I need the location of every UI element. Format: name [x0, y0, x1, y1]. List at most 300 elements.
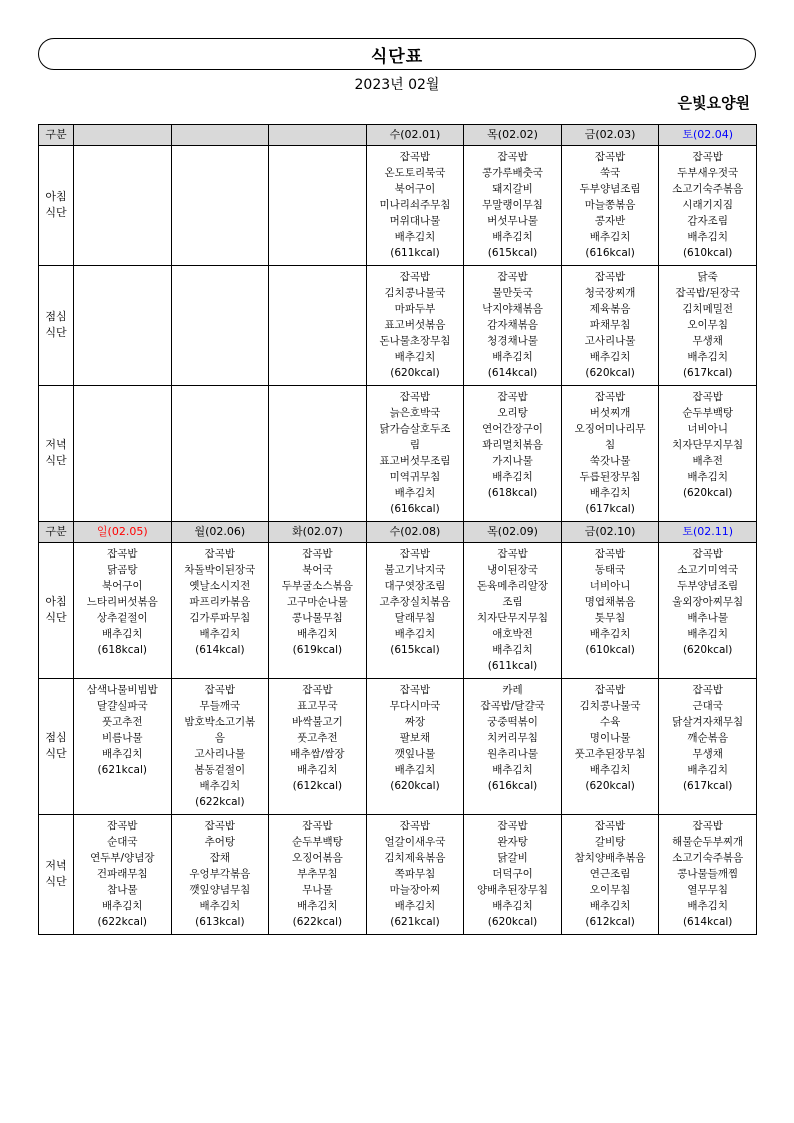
- menu-item: 콩가루배춧국: [482, 167, 543, 179]
- menu-item: 쑥갓나물: [589, 455, 631, 467]
- menu-item: (611kcal): [390, 247, 440, 259]
- menu-item: 잡곡밥: [692, 391, 723, 403]
- menu-item: 무생채: [692, 748, 723, 760]
- menu-item: 배추김치: [589, 351, 631, 363]
- menu-item: 잡곡밥: [399, 151, 431, 163]
- menu-item: 가지나물: [492, 455, 533, 467]
- page-title: 식단표: [370, 46, 424, 67]
- menu-item: 냉이된장국: [487, 564, 538, 576]
- menu-item: 추어탕: [204, 836, 236, 848]
- menu-item: 달걀실파국: [96, 700, 148, 712]
- menu-item: 잡곡밥: [497, 271, 528, 283]
- menu-item: (616kcal): [487, 780, 538, 792]
- menu-cell: [561, 543, 659, 679]
- menu-item: 배추김치: [589, 487, 631, 499]
- menu-item: 잡곡밥: [497, 548, 528, 560]
- menu-item: 청경채나물: [487, 335, 538, 347]
- menu-item: 수육: [599, 716, 621, 728]
- menu-item: 김가루파무침: [189, 612, 251, 624]
- menu-item: 잡곡밥: [107, 820, 138, 832]
- menu-item: 무나물: [302, 884, 333, 896]
- title-box: [38, 38, 756, 70]
- menu-item: 오이무침: [687, 319, 728, 331]
- menu-item: (610kcal): [585, 644, 635, 656]
- menu-cell: [171, 386, 269, 522]
- menu-item: 배추김치: [199, 900, 241, 912]
- meal-row: [39, 386, 757, 522]
- menu-item: (614kcal): [487, 367, 538, 379]
- menu-item: 잡곡밥: [497, 820, 528, 832]
- menu-item: 잡곡밥: [497, 391, 528, 403]
- menu-item: 차돌박이된장국: [184, 564, 256, 576]
- menu-item: 무다시마국: [389, 700, 441, 712]
- menu-item: 잡곡밥: [692, 820, 723, 832]
- menu-cell: [561, 146, 659, 266]
- menu-item: (617kcal): [682, 367, 733, 379]
- meal-label: 저녁 식단: [39, 815, 74, 935]
- menu-item: (619kcal): [292, 644, 343, 656]
- menu-item: 잡곡밥: [594, 820, 626, 832]
- menu-item: 동태국: [594, 564, 626, 576]
- menu-item: 잡곡밥: [302, 548, 333, 560]
- menu-item: 배추김치: [297, 900, 338, 912]
- menu-cell: [171, 146, 269, 266]
- menu-item: 잡곡밥: [692, 548, 723, 560]
- menu-cell: [366, 815, 464, 935]
- organization-name: 은빛요양원: [677, 94, 750, 112]
- menu-item: 배추김치: [394, 487, 436, 499]
- menu-item: (613kcal): [195, 916, 245, 928]
- menu-item: 배추김치: [492, 900, 533, 912]
- menu-cell: [561, 679, 659, 815]
- menu-item: 배추김치: [492, 644, 533, 656]
- meal-label: 점심 식단: [39, 679, 74, 815]
- menu-item: 조림: [502, 596, 523, 608]
- menu-cell: [659, 543, 757, 679]
- menu-item: 두부굴소스볶음: [281, 580, 353, 592]
- menu-item: 김치콩나물국: [384, 287, 446, 299]
- menu-item: 배추김치: [101, 628, 143, 640]
- menu-item: 버섯찌개: [589, 407, 631, 419]
- meal-row: [39, 679, 757, 815]
- menu-item: 배추김치: [199, 628, 241, 640]
- menu-item: 잡곡밥: [594, 391, 626, 403]
- menu-item: 잡곡밥: [594, 548, 626, 560]
- menu-item: 닭죽: [697, 271, 718, 283]
- menu-item: (616kcal): [585, 247, 635, 259]
- menu-cell: [74, 815, 172, 935]
- menu-item: 미역귀무침: [389, 471, 441, 483]
- menu-item: 배추김치: [101, 900, 143, 912]
- menu-item: 배추김치: [492, 231, 533, 243]
- menu-item: (620kcal): [682, 487, 733, 499]
- menu-cell: [659, 679, 757, 815]
- menu-item: 갈비탕: [594, 836, 626, 848]
- menu-item: 궁중떡볶이: [487, 716, 538, 728]
- day-header: 화(02.07): [269, 522, 367, 543]
- day-header: 금(02.10): [561, 522, 659, 543]
- menu-item: 마늘쫑볶음: [584, 199, 636, 211]
- menu-item: 배추김치: [297, 764, 338, 776]
- menu-item: 고구마순나물: [286, 596, 348, 608]
- menu-item: 배추김치: [394, 351, 436, 363]
- menu-item: (620kcal): [390, 780, 440, 792]
- menu-item: 북어국: [302, 564, 333, 576]
- menu-item: 잡곡밥: [399, 684, 431, 696]
- menu-item: 배추김치: [394, 628, 436, 640]
- menu-item: 치커리무침: [487, 732, 538, 744]
- menu-item: 잡곡밥: [204, 548, 236, 560]
- menu-cell: [561, 266, 659, 386]
- menu-cell: [171, 266, 269, 386]
- menu-item: 북어구이: [394, 183, 436, 195]
- menu-item: (620kcal): [585, 367, 635, 379]
- menu-cell: [74, 266, 172, 386]
- menu-item: 파채무침: [589, 319, 631, 331]
- menu-item: 풋고추전: [101, 716, 143, 728]
- menu-item: 비름나물: [101, 732, 143, 744]
- menu-item: 마늘장아찌: [389, 884, 441, 896]
- menu-item: 배추김치: [589, 628, 631, 640]
- menu-item: 닭가슴살호두조: [379, 423, 451, 435]
- menu-item: 명이나물: [589, 732, 631, 744]
- menu-item: 봄동겉절이: [194, 764, 246, 776]
- menu-item: 배추김치: [492, 471, 533, 483]
- meal-row: [39, 266, 757, 386]
- menu-item: (618kcal): [487, 487, 538, 499]
- menu-item: 오징어볶음: [292, 852, 343, 864]
- menu-item: 잡곡밥: [594, 684, 626, 696]
- menu-item: 순두부백탕: [682, 407, 734, 419]
- menu-item: 제육볶음: [589, 303, 631, 315]
- menu-cell: [171, 815, 269, 935]
- menu-item: 깻잎나물: [394, 748, 436, 760]
- month-subtitle: 2023년 02월: [354, 77, 440, 93]
- menu-item: 깨순볶음: [687, 732, 728, 744]
- menu-item: 배추김치: [687, 471, 728, 483]
- menu-cell: [464, 543, 562, 679]
- menu-item: 배추전: [692, 455, 723, 467]
- menu-item: 닭곰탕: [107, 564, 138, 576]
- menu-item: 근대국: [692, 700, 723, 712]
- menu-item: 김치콩나물국: [579, 700, 641, 712]
- menu-item: 잡곡밥/달걀국: [480, 700, 545, 712]
- menu-cell: [366, 679, 464, 815]
- menu-cell: [269, 679, 367, 815]
- meal-label: 아침 식단: [39, 543, 74, 679]
- menu-item: 두릅된장무침: [579, 471, 641, 483]
- menu-item: 콩나물무침: [292, 612, 343, 624]
- menu-cell: [659, 146, 757, 266]
- menu-item: 잡곡밥: [692, 684, 723, 696]
- menu-item: 오이무침: [589, 884, 631, 896]
- menu-item: 오징어미나리무: [574, 423, 646, 435]
- day-header: 수(02.01): [366, 125, 464, 146]
- menu-item: 소고기숙주볶음: [672, 852, 744, 864]
- menu-item: 음: [214, 732, 225, 744]
- meal-label: 점심 식단: [39, 266, 74, 386]
- menu-item: 오리탕: [497, 407, 528, 419]
- menu-item: 돼지갈비: [492, 183, 533, 195]
- menu-item: 부추무침: [297, 868, 338, 880]
- menu-item: 카레: [502, 684, 523, 696]
- menu-item: 연두부/양념장: [90, 852, 155, 864]
- menu-item: 배추김치: [199, 780, 241, 792]
- menu-item: 잡곡밥: [302, 820, 333, 832]
- menu-item: 무들깨국: [199, 700, 241, 712]
- meal-row: [39, 146, 757, 266]
- menu-item: 풋고추전: [297, 732, 338, 744]
- menu-cell: [561, 815, 659, 935]
- menu-item: 두부양념조림: [677, 580, 739, 592]
- menu-item: 잡곡밥: [399, 391, 431, 403]
- menu-item: 잡곡밥: [594, 151, 626, 163]
- menu-item: 밤호박소고기볶: [184, 716, 256, 728]
- menu-item: 쑥국: [599, 167, 621, 179]
- menu-item: 배추나물: [687, 612, 728, 624]
- menu-item: 완자탕: [497, 836, 528, 848]
- menu-item: (620kcal): [487, 916, 538, 928]
- menu-item: 상추겉절이: [96, 612, 148, 624]
- menu-item: 우엉부각볶음: [189, 868, 251, 880]
- menu-item: 순두부백탕: [292, 836, 343, 848]
- menu-item: 잡곡밥: [594, 271, 626, 283]
- menu-item: (620kcal): [682, 644, 733, 656]
- menu-item: 닭살겨자채무침: [672, 716, 744, 728]
- menu-item: 김치메밀전: [682, 303, 734, 315]
- menu-item: 배추김치: [589, 764, 631, 776]
- menu-item: 림: [409, 439, 421, 451]
- menu-item: 낙지야채볶음: [482, 303, 543, 315]
- menu-item: 참나물: [107, 884, 138, 896]
- day-header: [171, 125, 269, 146]
- gubun-label: 구분: [39, 125, 74, 146]
- menu-item: 명엽채볶음: [584, 596, 636, 608]
- day-header: 수(02.08): [366, 522, 464, 543]
- menu-item: (622kcal): [292, 916, 343, 928]
- menu-item: 대구엿장조림: [384, 580, 446, 592]
- menu-item: 순대국: [107, 836, 138, 848]
- menu-item: 배추김치: [589, 900, 631, 912]
- menu-item: 불고기낙지국: [384, 564, 446, 576]
- menu-cell: [464, 679, 562, 815]
- menu-item: 짜장: [404, 716, 426, 728]
- menu-cell: [269, 146, 367, 266]
- menu-cell: [464, 815, 562, 935]
- meal-label: 저녁 식단: [39, 386, 74, 522]
- menu-item: (621kcal): [97, 764, 147, 776]
- menu-item: 열무무침: [687, 884, 728, 896]
- menu-cell: [74, 146, 172, 266]
- menu-item: 잡곡밥: [399, 271, 431, 283]
- meal-row: [39, 543, 757, 679]
- menu-item: 표고버섯볶음: [384, 319, 446, 331]
- menu-item: 배추김치: [394, 764, 436, 776]
- menu-cell: [366, 543, 464, 679]
- day-header: 토(02.11): [659, 522, 757, 543]
- menu-item: 잡곡밥: [107, 548, 138, 560]
- menu-item: 배추김치: [687, 351, 728, 363]
- menu-item: 원추리나물: [487, 748, 538, 760]
- menu-cell: [366, 386, 464, 522]
- menu-item: 표고무국: [297, 700, 338, 712]
- menu-item: 얼갈이새우국: [384, 836, 446, 848]
- menu-item: 소고기숙주볶음: [672, 183, 744, 195]
- menu-item: 팔보채: [399, 732, 431, 744]
- menu-item: 배추김치: [687, 764, 728, 776]
- menu-item: 머위대나물: [389, 215, 441, 227]
- menu-item: 건파래무침: [96, 868, 148, 880]
- menu-item: (614kcal): [682, 916, 733, 928]
- menu-cell: [366, 266, 464, 386]
- menu-item: 배추김치: [589, 231, 631, 243]
- menu-cell: [464, 146, 562, 266]
- day-header: [269, 125, 367, 146]
- menu-item: 배추김치: [687, 628, 728, 640]
- menu-item: 배추김치: [101, 748, 143, 760]
- gubun-label: 구분: [39, 522, 74, 543]
- menu-item: (617kcal): [585, 503, 635, 515]
- menu-item: 고사리나물: [194, 748, 246, 760]
- menu-item: 배추김치: [687, 231, 728, 243]
- menu-item: 김치제육볶음: [384, 852, 446, 864]
- menu-item: 돈육메추리알장: [477, 580, 549, 592]
- menu-item: 잡곡밥: [204, 820, 236, 832]
- menu-item: 배추김치: [492, 351, 533, 363]
- menu-item: 꽈리멸치볶음: [482, 439, 543, 451]
- menu-item: 고사리나물: [584, 335, 636, 347]
- menu-cell: [269, 266, 367, 386]
- menu-item: 쪽파무침: [394, 868, 436, 880]
- menu-item: 두부양념조림: [579, 183, 641, 195]
- menu-item: 늙은호박국: [389, 407, 441, 419]
- menu-cell: [74, 679, 172, 815]
- menu-item: 미나리쇠주무침: [379, 199, 451, 211]
- menu-cell: [561, 386, 659, 522]
- day-header: 월(02.06): [171, 522, 269, 543]
- menu-item: 마파두부: [394, 303, 436, 315]
- menu-item: 배추김치: [394, 231, 436, 243]
- menu-item: 북어구이: [101, 580, 143, 592]
- menu-item: 잡곡밥/된장국: [675, 287, 740, 299]
- menu-item: 배추김치: [297, 628, 338, 640]
- menu-item: 시래기지짐: [682, 199, 734, 211]
- menu-cell: [171, 543, 269, 679]
- menu-item: 너비아니: [687, 423, 728, 435]
- header-row: [39, 125, 757, 146]
- day-header: 목(02.02): [464, 125, 562, 146]
- menu-item: 감자조림: [687, 215, 728, 227]
- menu-cell: [269, 543, 367, 679]
- menu-item: 느타리버섯볶음: [86, 596, 158, 608]
- menu-item: 잡채: [209, 852, 230, 864]
- menu-item: 더덕구이: [492, 868, 533, 880]
- meal-row: [39, 815, 757, 935]
- menu-item: 잡곡밥: [204, 684, 236, 696]
- menu-item: 해물순두부찌개: [672, 836, 744, 848]
- menu-item: (620kcal): [585, 780, 635, 792]
- menu-item: 깻잎양념무침: [189, 884, 251, 896]
- menu-item: 잡곡밥: [497, 151, 528, 163]
- menu-cell: [269, 815, 367, 935]
- menu-item: (615kcal): [390, 644, 440, 656]
- menu-item: 감자채볶음: [487, 319, 538, 331]
- day-header: 목(02.09): [464, 522, 562, 543]
- menu-item: (610kcal): [682, 247, 733, 259]
- menu-cell: [659, 386, 757, 522]
- meal-label: 아침 식단: [39, 146, 74, 266]
- menu-item: 연어간장구이: [482, 423, 543, 435]
- menu-item: 풋고추된장무침: [574, 748, 646, 760]
- menu-item: (617kcal): [682, 780, 733, 792]
- menu-item: 침: [605, 439, 616, 451]
- day-header: [74, 125, 172, 146]
- menu-cell: [74, 386, 172, 522]
- menu-item: 물만둣국: [492, 287, 533, 299]
- menu-item: (620kcal): [390, 367, 440, 379]
- menu-item: 배추쌈/쌈장: [290, 748, 345, 760]
- menu-item: 울외장아찌무침: [672, 596, 744, 608]
- menu-item: (622kcal): [195, 796, 245, 808]
- menu-item: (612kcal): [585, 916, 635, 928]
- day-header: 일(02.05): [74, 522, 172, 543]
- menu-item: 참치양배추볶음: [574, 852, 646, 864]
- menu-item: 고추장실치볶음: [379, 596, 451, 608]
- menu-item: 배추김치: [492, 764, 533, 776]
- menu-item: 잡곡밥: [399, 548, 431, 560]
- menu-cell: [464, 266, 562, 386]
- menu-item: (616kcal): [390, 503, 440, 515]
- menu-item: 콩나물들깨찜: [677, 868, 739, 880]
- menu-item: 파프리카볶음: [189, 596, 251, 608]
- menu-item: 너비아니: [589, 580, 631, 592]
- menu-item: 청국장찌개: [584, 287, 636, 299]
- menu-cell: [269, 386, 367, 522]
- header-row: [39, 522, 757, 543]
- menu-item: 표고버섯무조림: [379, 455, 451, 467]
- menu-item: 달래무침: [394, 612, 436, 624]
- menu-item: 무말랭이무침: [482, 199, 543, 211]
- menu-item: 온도토리묵국: [384, 167, 446, 179]
- menu-item: 닭갈비: [497, 852, 528, 864]
- menu-item: 무생채: [692, 335, 723, 347]
- menu-item: (622kcal): [97, 916, 147, 928]
- menu-item: (621kcal): [390, 916, 440, 928]
- menu-item: 치자단무지무침: [672, 439, 744, 451]
- menu-item: 소고기미역국: [677, 564, 739, 576]
- menu-item: 두부새우젓국: [677, 167, 739, 179]
- menu-item: 양배추된장무침: [477, 884, 549, 896]
- menu-cell: [366, 146, 464, 266]
- menu-cell: [171, 679, 269, 815]
- menu-item: 연근조림: [589, 868, 631, 880]
- menu-item: 삼색나물비빔밥: [86, 684, 158, 696]
- menu-item: 버섯무나물: [487, 215, 538, 227]
- menu-item: 배추김치: [394, 900, 436, 912]
- menu-item: 애호박전: [492, 628, 533, 640]
- menu-item: 콩자반: [594, 215, 626, 227]
- menu-cell: [74, 543, 172, 679]
- menu-item: 잡곡밥: [399, 820, 431, 832]
- menu-item: (612kcal): [292, 780, 343, 792]
- menu-table: [38, 124, 757, 935]
- day-header: 토(02.04): [659, 125, 757, 146]
- menu-item: (611kcal): [487, 660, 538, 672]
- menu-cell: [659, 266, 757, 386]
- menu-item: 배추김치: [687, 900, 728, 912]
- menu-cell: [464, 386, 562, 522]
- menu-item: 잡곡밥: [692, 151, 723, 163]
